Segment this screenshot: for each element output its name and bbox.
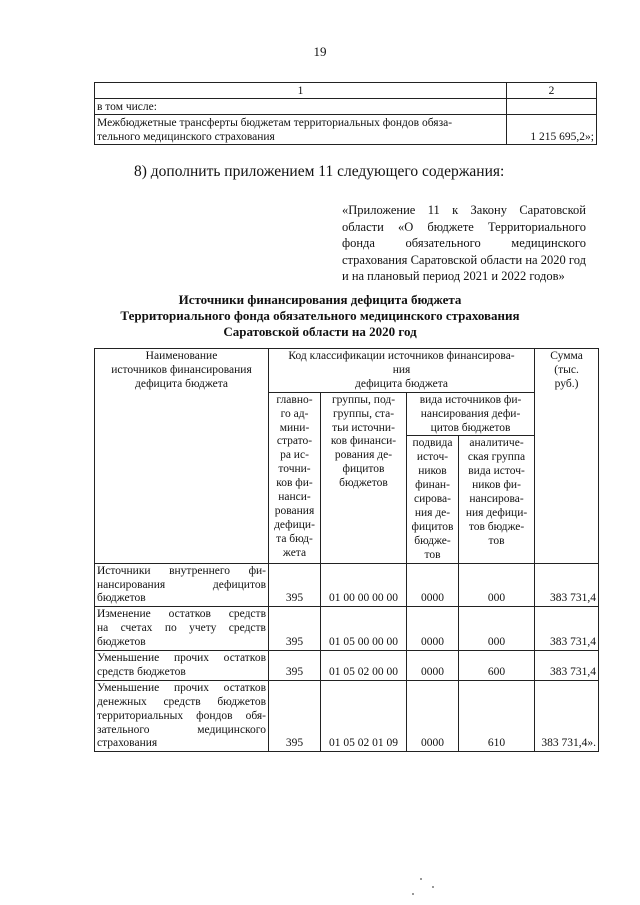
row-group-code: 01 05 00 00 00 — [321, 607, 407, 651]
row-subkind-code: 0000 — [407, 680, 459, 752]
header-line: та бюд- — [276, 532, 313, 545]
row-label: в том числе: — [95, 99, 507, 115]
row-name-line: Уменьшение прочих остатков — [97, 681, 266, 694]
row-name-line: бюджетов — [97, 636, 146, 649]
row-name — [95, 651, 269, 681]
row-analytic-code: 000 — [459, 563, 535, 607]
header-line: вида источников фи- — [419, 393, 522, 406]
row-label — [95, 115, 507, 145]
header-line: группы, ста- — [332, 407, 395, 420]
amendment-item-8: 8) дополнить приложением 11 следующего содержания: — [134, 163, 505, 180]
row-name — [95, 607, 269, 651]
column-number-1: 1 — [95, 83, 507, 99]
row-analytic-code: 000 — [459, 607, 535, 651]
header-line: ков фи- — [276, 477, 313, 490]
header-line: ников — [418, 465, 447, 478]
table-row — [95, 99, 597, 115]
header-line: мини- — [279, 421, 310, 434]
header-line: источ- — [416, 451, 449, 464]
header-line: дефицита бюджета — [134, 377, 229, 390]
header-line: фицитов — [411, 520, 454, 533]
header-line: цитов бюджетов — [430, 421, 511, 434]
row-admin-code: 395 — [269, 563, 321, 607]
appendix-note: «Приложение 11 к Закону Саратовской области «О бюджете Территориального фонда обязательного медицинского страхования Саратовской области на 2020 год и на плановый период 2021 и 2022 годов» — [342, 203, 586, 283]
scan-speck — [432, 886, 434, 888]
header-groups — [321, 392, 407, 563]
header-line: нансирова- — [469, 493, 524, 506]
header-line: Сумма — [550, 350, 583, 362]
row-group-code: 01 00 00 00 00 — [321, 563, 407, 607]
header-classification-code — [269, 349, 535, 393]
header-line: жета — [282, 546, 307, 559]
header-analytic-group — [459, 436, 535, 563]
row-amount: 383 731,4». — [535, 680, 599, 752]
header-line: тов — [424, 548, 441, 561]
header-line: фицитов — [342, 463, 385, 476]
table-title-line: Территориального фонда обязательного медицинского страхования — [120, 308, 520, 323]
row-group-code: 01 05 02 01 09 — [321, 680, 407, 752]
header-line: ская группа — [467, 451, 526, 464]
table-title-line: Источники финансирования дефицита бюджета — [178, 292, 462, 307]
header-line: рования де- — [334, 449, 393, 462]
header-line: точни- — [278, 463, 311, 476]
header-line: сирова- — [414, 493, 451, 506]
header-line: Код классификации источников финансирова- — [288, 350, 515, 362]
header-line: группы, под- — [331, 393, 396, 406]
row-subkind-code: 0000 — [407, 607, 459, 651]
scan-speck — [412, 893, 414, 895]
row-label-line: тельного медицинского страхования — [97, 131, 275, 143]
header-line: ра ис- — [280, 449, 309, 462]
row-group-code: 01 05 02 00 00 — [321, 651, 407, 681]
header-line: го ад- — [280, 407, 309, 420]
header-line: тов — [488, 534, 505, 547]
row-name — [95, 680, 269, 752]
header-line: бюдже- — [414, 534, 451, 547]
header-line: тов бюдже- — [468, 520, 525, 533]
row-label-line: Межбюджетные трансферты бюджетам территориальных фондов обяза- — [97, 117, 453, 129]
row-value — [507, 99, 597, 115]
header-line: Наименование — [145, 350, 218, 362]
row-name-line: страхования — [97, 737, 158, 750]
header-kinds — [407, 392, 535, 436]
row-name-line: территориальных фондов обя- — [97, 709, 266, 722]
row-name-line: денежных средств бюджетов — [97, 695, 266, 708]
header-line: страто- — [276, 435, 313, 448]
header-line: (тыс. — [554, 363, 579, 376]
row-analytic-code: 610 — [459, 680, 535, 752]
table-row — [95, 115, 597, 145]
row-name-line: нансирования дефицитов — [97, 578, 266, 591]
header-line: руб.) — [554, 377, 579, 390]
row-name — [95, 563, 269, 607]
header-line: нансирования дефи- — [420, 407, 521, 420]
header-line: тьи источни- — [332, 421, 395, 434]
row-amount: 383 731,4 — [535, 651, 599, 681]
table-row — [95, 651, 599, 681]
row-subkind-code: 0000 — [407, 651, 459, 681]
row-name-line: Источники внутреннего фи- — [97, 564, 266, 577]
header-line: аналитиче- — [469, 437, 524, 450]
header-administrator — [269, 392, 321, 563]
page-number: 19 — [313, 44, 327, 59]
row-name-line: бюджетов — [97, 592, 146, 605]
header-line: вида источ- — [468, 465, 525, 478]
table-row — [95, 680, 599, 752]
row-name-line: Уменьшение прочих остатков — [97, 652, 266, 665]
row-name-line: зательного медицинского — [97, 723, 266, 736]
row-amount: 383 731,4 — [535, 607, 599, 651]
header-line: финан- — [415, 479, 450, 492]
header-line: бюджетов — [339, 477, 388, 490]
header-name — [95, 349, 269, 564]
header-line: дефици- — [274, 518, 315, 531]
scan-speck — [420, 878, 422, 880]
row-value: 1 215 695,2»; — [507, 115, 597, 145]
table-header-row — [95, 349, 599, 393]
header-amount — [535, 349, 599, 564]
row-name-line: на счетах по учету средств — [97, 622, 266, 635]
deficit-sources-table — [94, 348, 599, 752]
column-number-2: 2 — [507, 83, 597, 99]
header-subkind — [407, 436, 459, 563]
header-line: ния — [392, 363, 411, 376]
table-row — [95, 607, 599, 651]
row-analytic-code: 600 — [459, 651, 535, 681]
header-line: подвида — [412, 437, 453, 450]
row-admin-code: 395 — [269, 680, 321, 752]
header-line: главно- — [276, 393, 313, 406]
row-subkind-code: 0000 — [407, 563, 459, 607]
row-admin-code: 395 — [269, 607, 321, 651]
header-line: ников фи- — [472, 479, 521, 492]
row-name-line: средств бюджетов — [97, 665, 186, 678]
header-line: рования — [274, 504, 315, 517]
header-line: нанси- — [278, 491, 311, 504]
header-line: ния де- — [414, 506, 451, 519]
header-line: источников финансирования — [111, 363, 252, 376]
row-admin-code: 395 — [269, 651, 321, 681]
table-header-row — [95, 83, 597, 99]
header-line: ков финанси- — [330, 435, 397, 448]
row-amount: 383 731,4 — [535, 563, 599, 607]
header-line: ния дефици- — [465, 506, 528, 519]
table-title — [0, 292, 640, 340]
previous-table-tail — [94, 82, 597, 145]
row-name-line: Изменение остатков средств — [97, 608, 266, 621]
header-line: дефицита бюджета — [355, 377, 449, 390]
table-row — [95, 563, 599, 607]
table-title-line: Саратовской области на 2020 год — [223, 324, 417, 339]
